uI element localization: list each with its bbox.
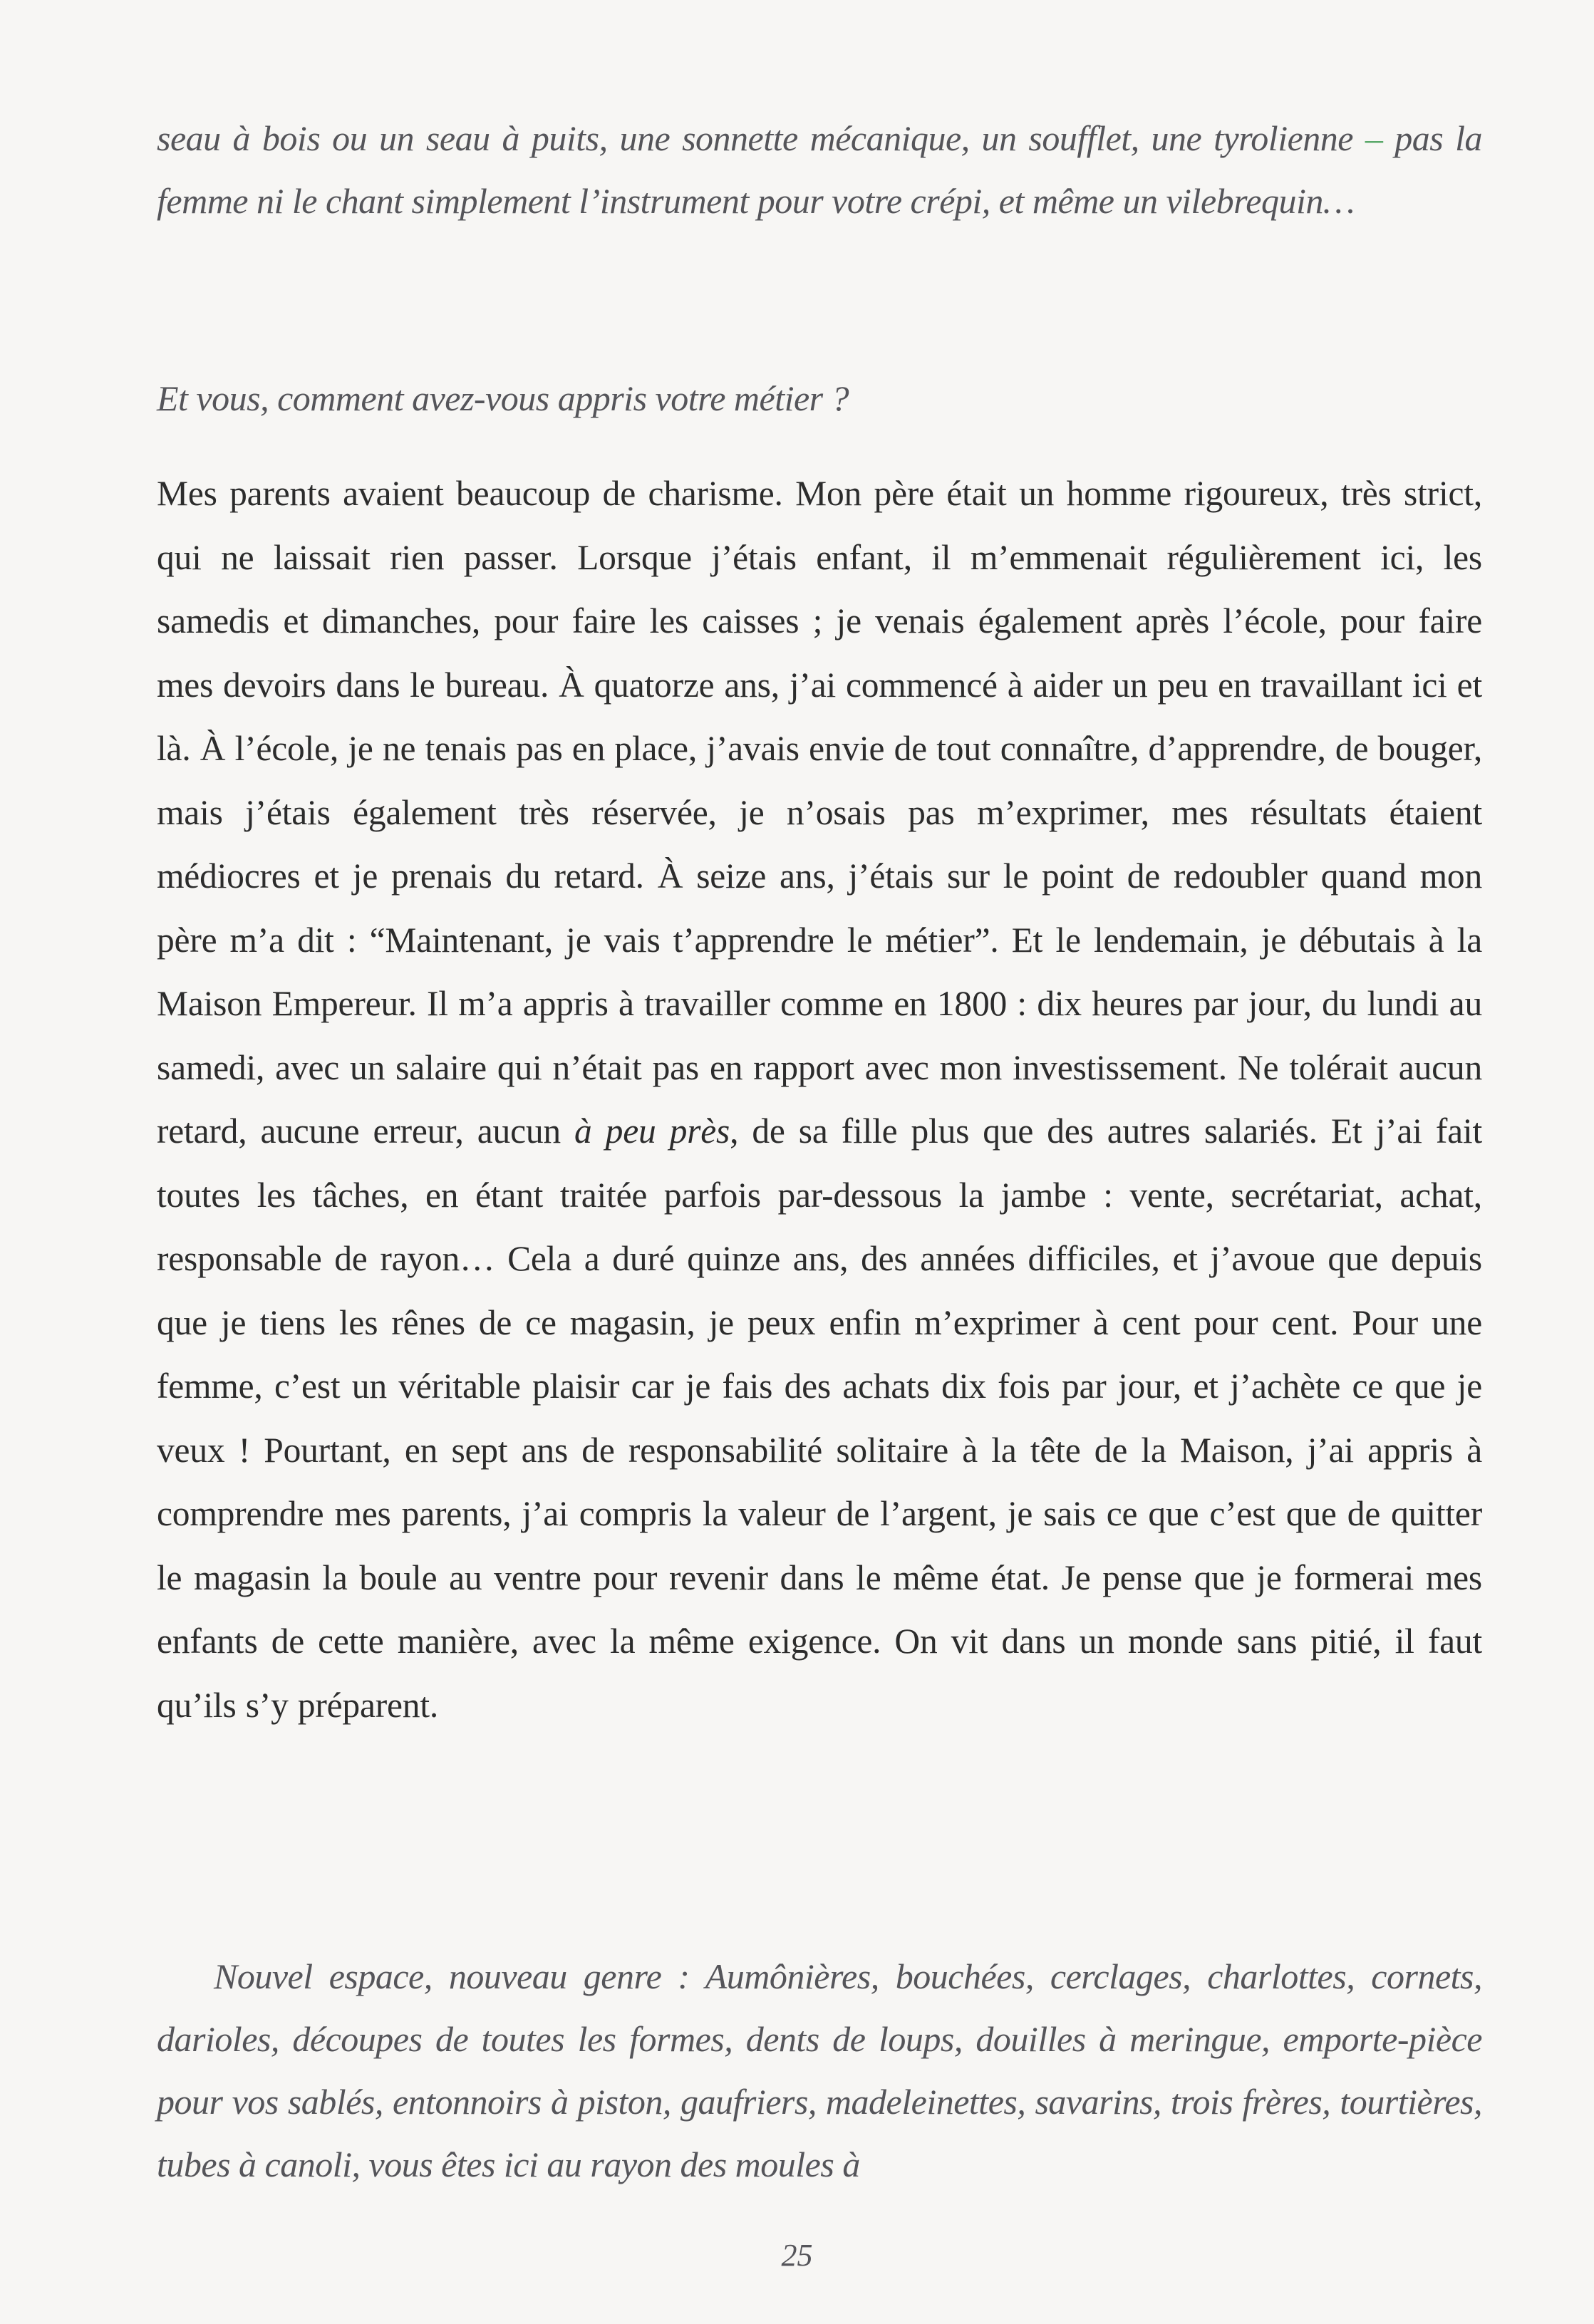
nouvel-espace-paragraph: Nouvel espace, nouveau genre : Aumônières, bouchées, cerclages, charlottes, cornets, darioles, découpes de toutes les formes, dents de loups, douilles à meringue, emporte-pièce pour vos sablés, entonnoirs à piston, gaufriers, madeleinettes, savarins, trois frères, tourtières, tubes à canoli, vous êtes ici au rayon des moules à [157, 1956, 1482, 2184]
em-dash: – [1365, 118, 1383, 158]
page-number: 25 [781, 2238, 813, 2273]
answer-paragraph [157, 462, 1482, 1737]
intro-paragraph [157, 107, 1482, 232]
answer-part-2: , de sa fille plus que des autres salariés. Et j’ai fait toutes les tâches, en étant traitée parfois par-dessous la jambe : vente, secrétariat, achat, responsable de rayon… Cela a duré quinze ans, des années difficiles, et j’avoue que depuis que je tiens les rênes de ce magasin, je peux enfin m’exprimer à cent pour cent. Pour une femme, c’est un véritable plaisir car je fais des achats dix fois par jour, et j’achète ce que je veux ! Pourtant, en sept ans de responsabilité solitaire à la tête de la Maison, j’ai appris à comprendre mes parents, j’ai compris la valeur de l’argent, je sais ce que c’est que de quitter le magasin la boule au ventre pour revenir dans le même état. Je pense que je formerai mes enfants de cette manière, avec la même exigence. On vit dans un monde sans pitié, il faut qu’ils s’y préparent. [157, 1111, 1482, 1725]
answer-part-1: Mes parents avaient beaucoup de charisme. Mon père était un homme rigoureux, très strict, qui ne laissait rien passer. Lorsque j’étais enfant, il m’emmenait régulièrement ici, les samedis et dimanches, pour faire les caisses ; je venais également après l’école, pour faire mes devoirs dans le bureau. À quatorze ans, j’ai commencé à aider un peu en travaillant ici et là. À l’école, je ne tenais pas en place, j’avais envie de tout connaître, d’apprendre, de bouger, mais j’étais également très réservée, je n’osais pas m’exprimer, mes résultats étaient médiocres et je prenais du retard. À seize ans, j’étais sur le point de redoubler quand mon père m’a dit : “Maintenant, je vais t’apprendre le métier”. Et le lendemain, je débutais à la Maison Empereur. Il m’a appris à travailler comme en 1800 : dix heures par jour, du lundi au samedi, avec un salaire qui n’était pas en rapport avec mon investissement. Ne tolérait aucun retard, aucune erreur, aucun [157, 474, 1482, 1151]
intro-line-1: seau à bois ou un seau à puits, une sonnette mécanique, un soufflet, une tyrolienne [157, 118, 1353, 158]
nouvel-espace-block [157, 1945, 1482, 2196]
answer-block [157, 462, 1482, 1737]
intro-rest: pas la femme ni le chant simplement l’instrument pour votre crépi, et même un vilebrequin… [157, 118, 1482, 221]
question-text: Et vous, comment avez-vous appris votre métier ? [157, 378, 849, 418]
question-block [157, 367, 1482, 430]
intro-italic-block [157, 107, 1482, 232]
answer-emphasis: à peu près [574, 1111, 730, 1151]
